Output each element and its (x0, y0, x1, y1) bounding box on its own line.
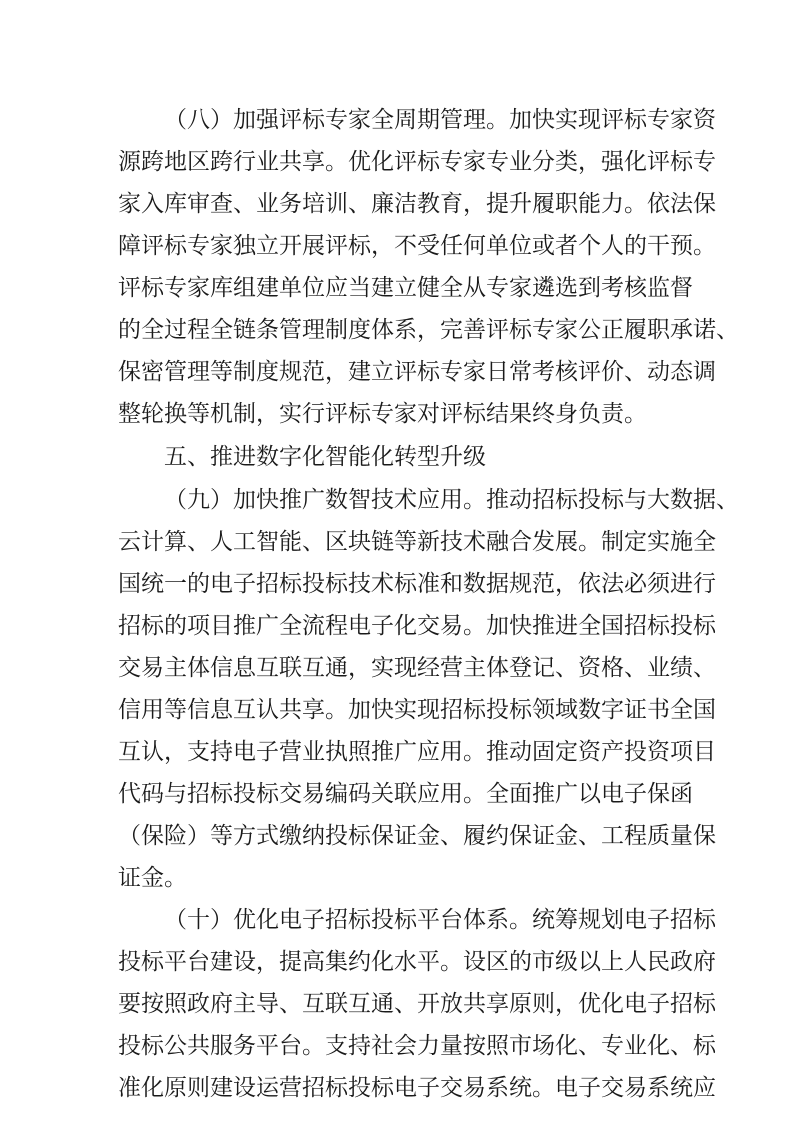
text-line: 证金。 (118, 865, 187, 891)
text-line: 要按照政府主导、互联互通、开放共享原则，优化电子招标 (118, 991, 716, 1017)
text-line: 家入库审查、业务培训、廉洁教育，提升履职能力。依法保 (118, 191, 716, 217)
text-line: 招标的项目推广全流程电子化交易。加快推进全国招标投标 (118, 613, 716, 639)
text-line: 国统一的电子招标投标技术标准和数据规范，依法必须进行 (118, 571, 716, 597)
text-line: 投标公共服务平台。支持社会力量按照市场化、专业化、标 (118, 1033, 716, 1059)
text-line: （八）加强评标专家全周期管理。加快实现评标专家资 (164, 107, 716, 133)
text-line: 的全过程全链条管理制度体系，完善评标专家公正履职承诺、 (118, 317, 739, 343)
text-line: （九）加快推广数智技术应用。推动招标投标与大数据、 (164, 487, 739, 513)
section-heading: 五、推进数字化智能化转型升级 (164, 444, 486, 470)
text-line: 保密管理等制度规范，建立评标专家日常考核评价、动态调 (118, 359, 716, 385)
text-line: 信用等信息互认共享。加快实现招标投标领域数字证书全国 (118, 697, 716, 723)
text-line: （保险）等方式缴纳投标保证金、履约保证金、工程质量保 (118, 823, 716, 849)
text-line: 评标专家库组建单位应当建立健全从专家遴选到考核监督 (118, 275, 693, 301)
text-line: （十）优化电子招标投标平台体系。统筹规划电子招标 (164, 907, 716, 933)
text-line: 准化原则建设运营招标投标电子交易系统。电子交易系统应 (118, 1075, 716, 1101)
text-line: 代码与招标投标交易编码关联应用。全面推广以电子保函 (118, 781, 693, 807)
text-line: 云计算、人工智能、区块链等新技术融合发展。制定实施全 (118, 529, 716, 555)
text-line: 整轮换等机制，实行评标专家对评标结果终身负责。 (118, 401, 647, 427)
text-line: 交易主体信息互联互通，实现经营主体登记、资格、业绩、 (118, 655, 716, 681)
text-line: 障评标专家独立开展评标，不受任何单位或者个人的干预。 (118, 233, 716, 259)
text-line: 互认，支持电子营业执照推广应用。推动固定资产投资项目 (118, 739, 716, 765)
text-line: 源跨地区跨行业共享。优化评标专家专业分类，强化评标专 (118, 149, 716, 175)
text-line: 投标平台建设，提高集约化水平。设区的市级以上人民政府 (118, 949, 716, 975)
